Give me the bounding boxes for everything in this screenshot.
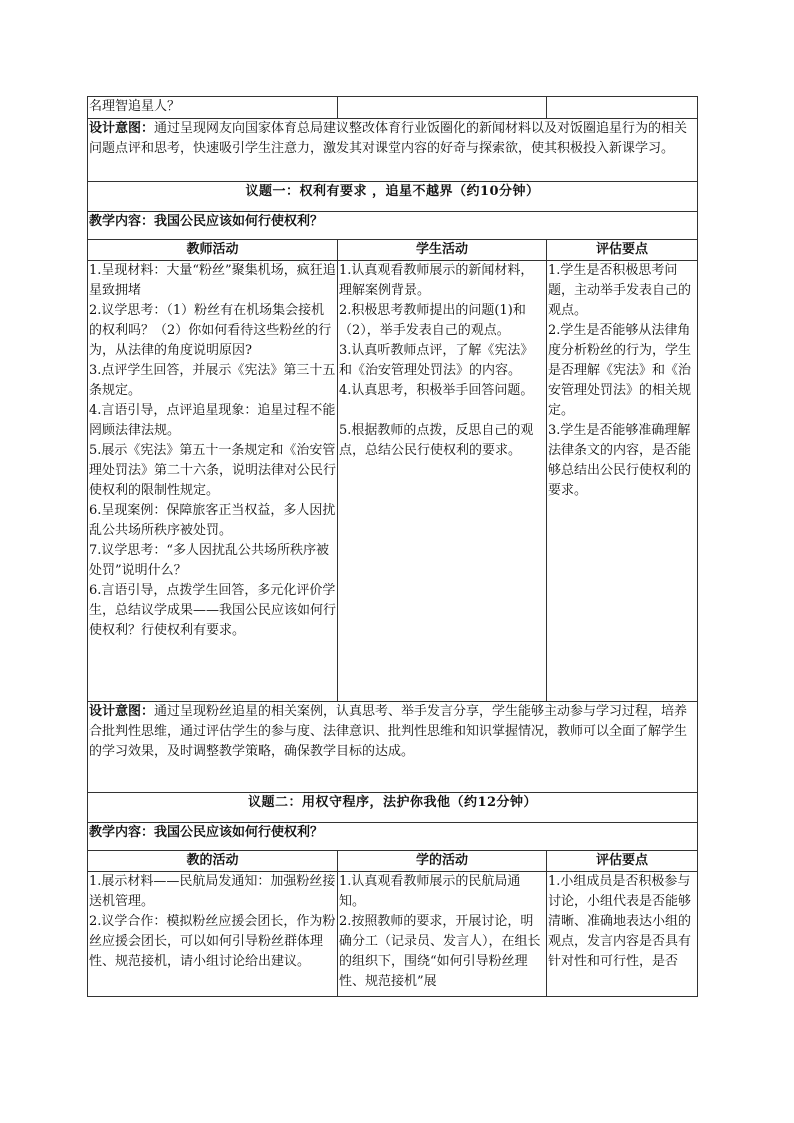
content-row [88,212,698,240]
teaching-content: 教学内容：我国公民应该如何行使权利？ [88,212,698,240]
eval-cell [547,261,698,702]
teacher-activity-item: 7.议学思考：“多人因扰乱公共场所秩序被处罚”说明什么？ [89,543,330,578]
topic-row [88,793,698,823]
design-intent-cell [88,119,698,182]
content-row [88,823,698,851]
design-intent-label: 设计意图： [89,121,155,136]
student-activity-item: 2.积极思考教师提出的问题(1)和（2），举手发表自己的观点。 [339,303,526,338]
design-intent-row [88,702,698,793]
teacher-activity-item: 6.言语引导，点拨学生回答，多元化评价学生，总结议学成果——我国公民应该如何行使权利？行使权利有要求。 [89,583,337,638]
cell-text: 名理智追星人？ [89,99,181,114]
student-activity-item: 4.认真思考，积极举手回答问题。 [339,383,534,398]
student-activity-cell [338,261,547,702]
eval-item: 2.学生是否能够从法律角度分析粉丝的行为，学生是否理解《宪法》和《治安管理处罚法》的相关规定。 [548,323,692,418]
teacher-activity-item: 4.言语引导，点评追星现象：追星过程不能罔顾法律法规。 [89,403,336,438]
header-student: 学的活动 [338,851,547,872]
header-student: 学生活动 [338,240,547,261]
eval-item: 1.小组成员是否积极参与讨论，小组代表是否能够清晰、准确地表达小组的观点，发言内容是否具有针对性和可行性，是否 [548,874,692,969]
student-activity-item: 3.认真听教师点评，了解《宪法》和《治安管理处罚法》的内容。 [339,343,534,378]
table-cell [547,97,698,119]
student-activity-item: 5.根据教师的点拨，反思自己的观点，总结公民行使权利的要求。 [339,423,534,458]
activity-row [88,872,698,997]
table-cell [338,97,547,119]
student-activity-item: 1.认真观看教师展示的新闻材料，理解案例背景。 [339,263,534,298]
design-intent-label: 设计意图： [89,704,155,719]
topic-title: 议题二：用权守程序，法护你我他（约12分钟） [88,793,698,823]
header-row [88,240,698,261]
eval-cell [547,872,698,997]
header-teacher: 教师活动 [88,240,338,261]
table-row [88,97,698,119]
teaching-content: 教学内容：我国公民应该如何行使权利？ [88,823,698,851]
teacher-activity-item: 1.呈现材料：大量“粉丝”聚集机场，疯狂追星致拥堵 [89,263,336,298]
teacher-activity-cell [88,261,338,702]
header-eval: 评估要点 [547,851,698,872]
teacher-activity-item: 1.展示材料——民航局发通知：加强粉丝接送机管理。 [89,874,336,909]
teacher-activity-item: 2.议学合作：模拟粉丝应援会团长，作为粉丝应援会团长，可以如何引导粉丝群体理性、规范接机，请小组讨论给出建议。 [89,914,336,969]
teacher-activity-item: 2.议学思考：（1）粉丝有在机场集会接机的权利吗？（2）你如何看待这些粉丝的行为，从法律的角度说明原因? [89,303,332,358]
lesson-plan-table [87,96,698,997]
design-intent-row [88,119,698,182]
eval-item: 1.学生是否积极思考问题，主动举手发表自己的观点。 [548,263,692,318]
teacher-activity-item: 6.呈现案例：保障旅客正当权益，多人因扰乱公共场所秩序被处罚。 [89,503,336,538]
activity-row [88,261,698,702]
header-teacher: 教的活动 [88,851,338,872]
student-activity-item: 1.认真观看教师展示的民航局通知。 [339,874,521,909]
student-activity-cell [338,872,547,997]
design-intent-cell [88,702,698,793]
design-intent-text: 通过呈现粉丝追星的相关案例，认真思考、举手发言分享，学生能够主动参与学习过程，培养合批判性思维，通过评估学生的参与度、法律意识、批判性思维和知识掌握情况，教师可以全面了解学生的学习效果，及时调整教学策略，确保教学目标的达成。 [89,704,688,759]
table-cell [88,97,338,119]
topic-title: 议题一：权利有要求 ，追星不越界（约10分钟） [88,182,698,212]
teacher-activity-cell [88,872,338,997]
design-intent-text: 通过呈现网友向国家体育总局建议整改体育行业饭圈化的新闻材料以及对饭圈追星行为的相关问题点评和思考，快速吸引学生注意力，激发其对课堂内容的好奇与探索欲，使其积极投入新课学习。 [89,121,688,156]
spacer [339,401,545,421]
teacher-activity-item: 5.展示《宪法》第五十一条规定和《治安管理处罚法》第二十六条，说明法律对公民行使权利的限制性规定。 [89,443,337,498]
header-row [88,851,698,872]
header-eval: 评估要点 [547,240,698,261]
student-activity-item: 2.按照教师的要求，开展讨论，明确分工（记录员、发言人），在组长的组织下，围绕“如何引导粉丝理性、规范接机”展 [339,914,541,989]
teacher-activity-item: 3.点评学生回答，并展示《宪法》第三十五条规定。 [89,363,336,398]
eval-item: 3.学生是否能够准确理解法律条文的内容，是否能够总结出公民行使权利的要求。 [548,423,692,498]
topic-row [88,182,698,212]
